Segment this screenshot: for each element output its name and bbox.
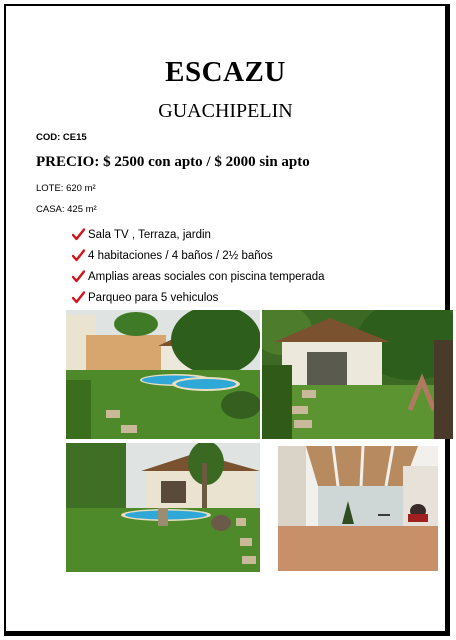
checkmark-icon (72, 270, 85, 283)
feature-text: Sala TV , Terraza, jardin (88, 228, 211, 241)
checkmark-icon (72, 249, 85, 262)
house-size: CASA: 425 m² (36, 204, 97, 215)
photo-guest-house (262, 310, 453, 439)
feature-list (72, 224, 325, 308)
listing-code: COD: CE15 (36, 132, 87, 143)
photo-backyard (66, 443, 260, 572)
feature-item (72, 224, 325, 245)
feature-text: Parqueo para 5 vehiculos (88, 291, 219, 304)
listing-title: ESCAZU (165, 56, 286, 88)
checkmark-icon (72, 228, 85, 241)
feature-item (72, 266, 325, 287)
feature-text: 4 habitaciones / 4 baños / 2½ baños (88, 249, 273, 262)
photo-garden-pool (66, 310, 260, 439)
feature-item (72, 287, 325, 308)
photo-interior (278, 446, 438, 571)
listing-subtitle: GUACHIPELIN (158, 100, 293, 122)
lot-size: LOTE: 620 m² (36, 183, 96, 194)
checkmark-icon (72, 291, 85, 304)
feature-text: Amplias areas sociales con piscina temperada (88, 270, 325, 283)
listing-price: PRECIO: $ 2500 con apto / $ 2000 sin apto (36, 154, 310, 170)
listing-sheet (4, 4, 450, 636)
feature-item (72, 245, 325, 266)
